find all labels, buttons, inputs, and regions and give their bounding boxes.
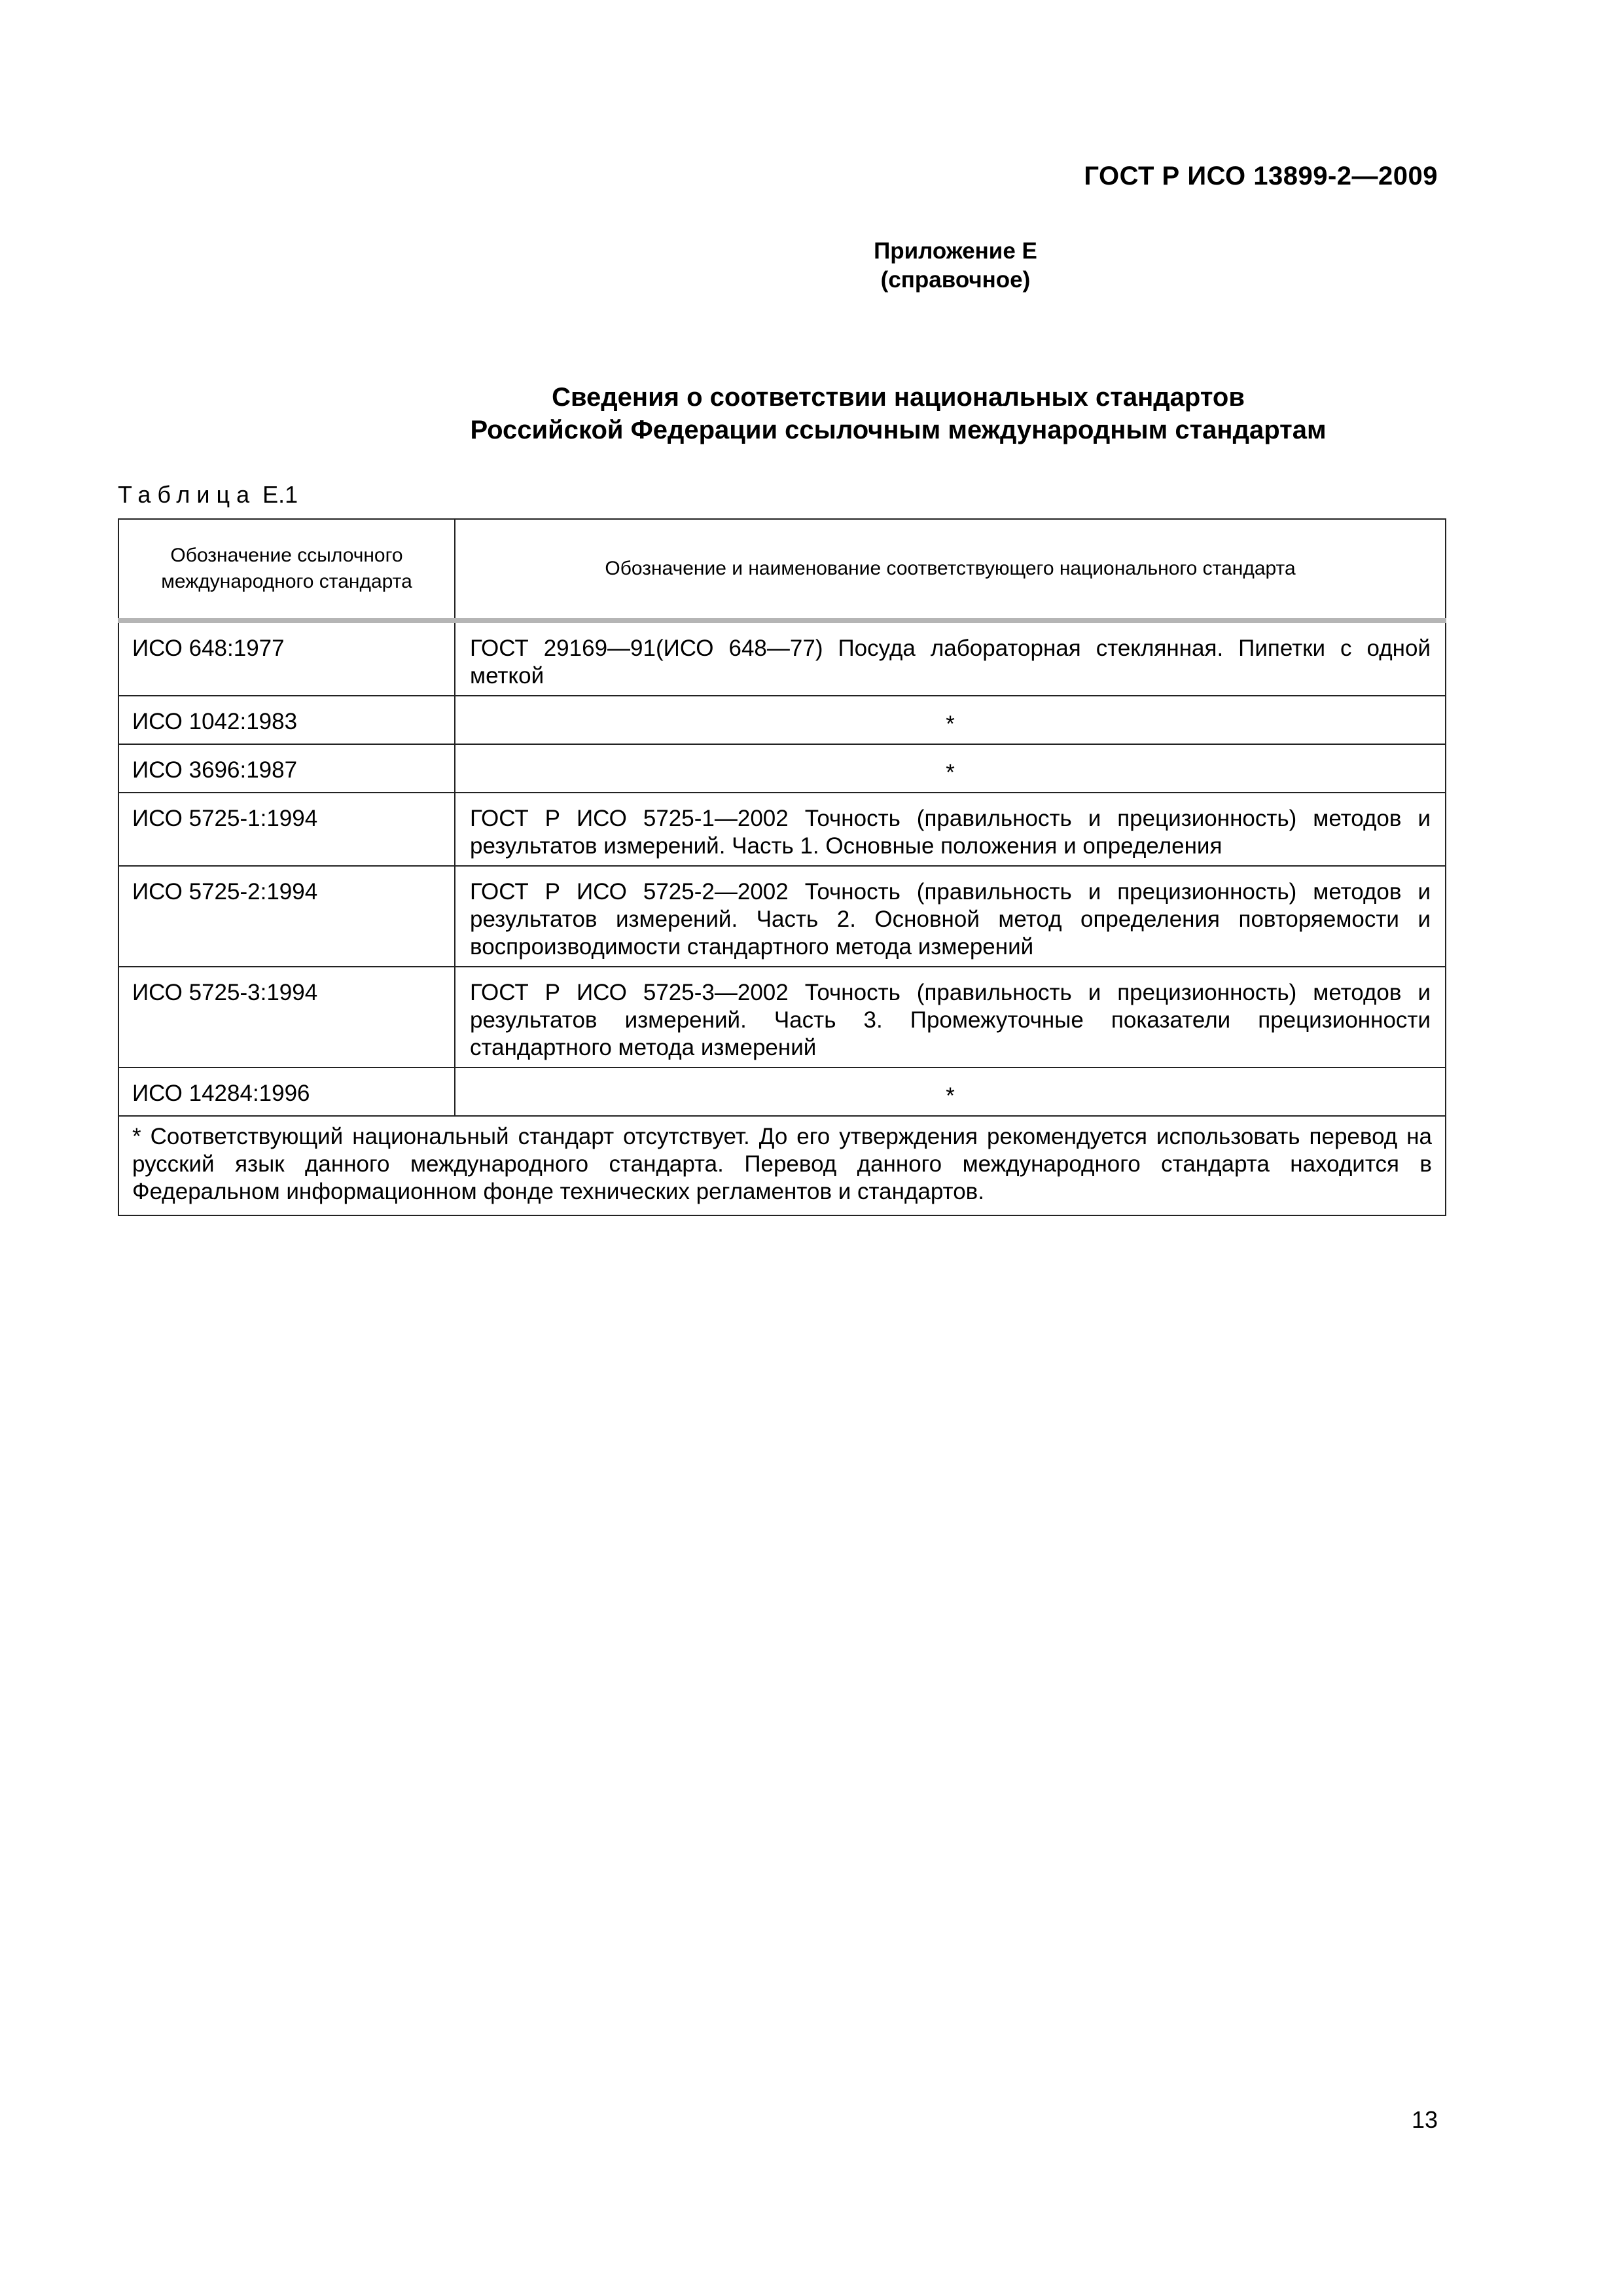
intl-standard-cell: ИСО 3696:1987 [118,744,455,793]
national-standard-cell: ГОСТ Р ИСО 5725-3—2002 Точность (правильность и прецизионность) методов и результатов измерений. Часть 3. Промежуточные показатели прецизионности стандартного метода измерений [455,967,1446,1067]
page-number: 13 [1411,2106,1438,2133]
heading-line-2: Российской Федерации ссылочным международным стандартам [470,416,1327,444]
table-header-row [118,519,1446,620]
correspondence-table [118,518,1446,1216]
table-row [118,744,1446,793]
table-row [118,793,1446,866]
table-row [118,1067,1446,1116]
national-standard-cell: * [455,1067,1446,1116]
heading-line-1: Сведения о соответствии национальных стандартов [552,383,1245,412]
table-caption-number: Е.1 [262,481,298,508]
appendix-title: Приложение Е [874,238,1037,264]
appendix-type: (справочное) [880,267,1031,293]
national-standard-cell: ГОСТ 29169—91(ИСО 648—77) Посуда лабораторная стеклянная. Пипетки с одной меткой [455,620,1446,696]
table-footnote: * Соответствующий национальный стандарт отсутствует. До его утверждения рекомендуется использовать перевод на русский язык данного международного стандарта. Перевод данного международного стандарта находится в Федеральном информационном фонде технических регламентов и стандартов. [118,1116,1446,1215]
national-standard-cell: * [455,744,1446,793]
header-intl-standard: Обозначение ссылочного международного стандарта [118,519,455,620]
table-footnote-row [118,1116,1446,1215]
intl-standard-cell: ИСО 5725-3:1994 [118,967,455,1067]
header-national-standard: Обозначение и наименование соответствующего национального стандарта [455,519,1446,620]
national-standard-cell: ГОСТ Р ИСО 5725-1—2002 Точность (правильность и прецизионность) методов и результатов измерений. Часть 1. Основные положения и определения [455,793,1446,866]
table-row [118,967,1446,1067]
section-heading [0,381,1623,446]
table-row [118,620,1446,696]
intl-standard-cell: ИСО 648:1977 [118,620,455,696]
intl-standard-cell: ИСО 14284:1996 [118,1067,455,1116]
table-row [118,866,1446,967]
national-standard-cell: ГОСТ Р ИСО 5725-2—2002 Точность (правильность и прецизионность) методов и результатов измерений. Часть 2. Основной метод определения повторяемости и воспроизводимости стандартного метода измерений [455,866,1446,967]
intl-standard-cell: ИСО 5725-2:1994 [118,866,455,967]
intl-standard-cell: ИСО 1042:1983 [118,696,455,744]
table-caption-word: Таблица [118,481,257,508]
intl-standard-cell: ИСО 5725-1:1994 [118,793,455,866]
table-row [118,696,1446,744]
national-standard-cell: * [455,696,1446,744]
document-code: ГОСТ Р ИСО 13899-2—2009 [1084,162,1438,190]
appendix-title-block [0,237,1623,295]
table-caption [118,481,298,509]
